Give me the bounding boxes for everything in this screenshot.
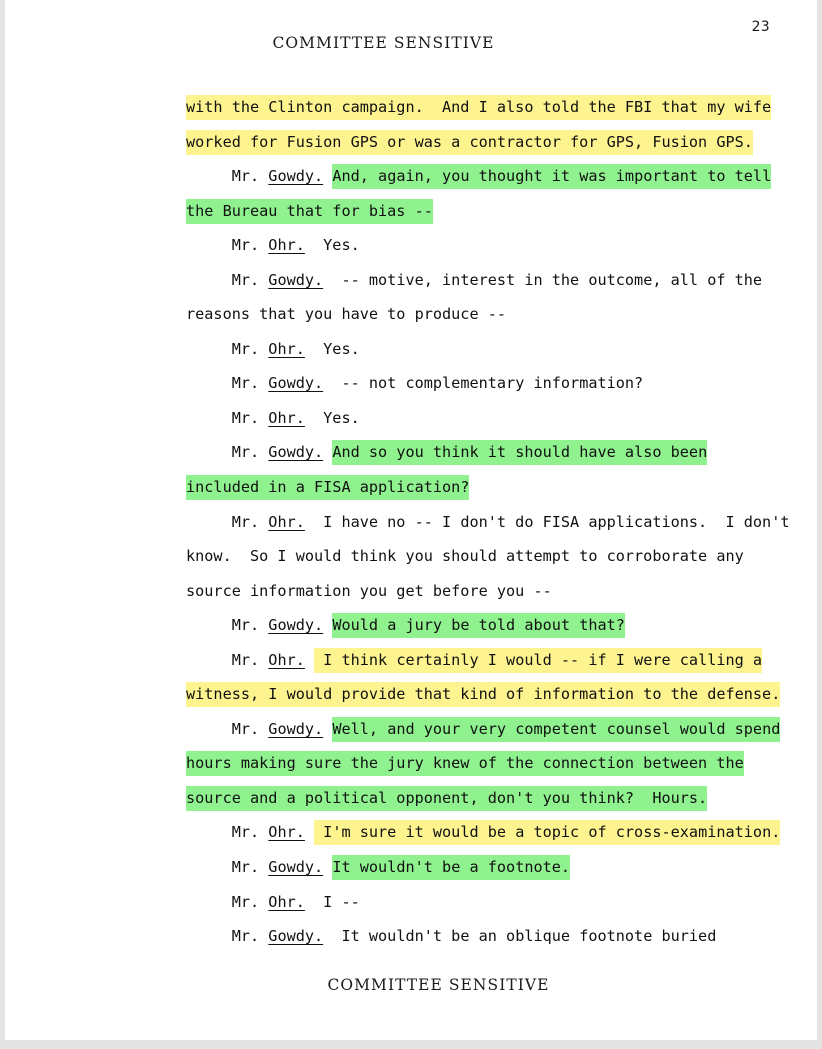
highlighted-text-green: And, again, you thought it was important to tell bbox=[332, 164, 771, 189]
highlighted-text-yellow: with the Clinton campaign. And I also told the FBI that my wife bbox=[186, 95, 771, 120]
speaker-name: Gowdy. bbox=[268, 374, 324, 393]
transcript-line bbox=[186, 159, 786, 194]
transcript-text: Mr. bbox=[186, 408, 269, 427]
transcript-text: Yes. bbox=[304, 408, 360, 427]
speaker-name: Ohr. bbox=[268, 408, 305, 427]
speaker-name: Ohr. bbox=[268, 650, 305, 669]
transcript-text bbox=[305, 651, 314, 669]
speaker-name: Ohr. bbox=[268, 892, 305, 911]
transcript-text: Mr. bbox=[186, 270, 269, 289]
highlighted-text-green: hours making sure the jury knew of the connection between the bbox=[186, 751, 744, 776]
transcript-text bbox=[323, 720, 332, 738]
transcript-text: Mr. bbox=[186, 512, 269, 531]
transcript-text: Mr. bbox=[186, 236, 269, 255]
transcript-body bbox=[186, 90, 790, 954]
transcript-text: -- motive, interest in the outcome, all of the bbox=[323, 270, 763, 289]
transcript-line bbox=[186, 574, 786, 609]
highlighted-text-yellow: I think certainly I would -- if I were calling a bbox=[314, 648, 762, 673]
speaker-name: Ohr. bbox=[268, 236, 305, 255]
transcript-line bbox=[186, 505, 790, 540]
transcript-line bbox=[186, 125, 786, 160]
transcript-text: Mr. bbox=[186, 650, 269, 669]
transcript-text: source information you get before you -- bbox=[186, 581, 552, 600]
transcript-line bbox=[186, 781, 786, 816]
highlighted-text-green: the Bureau that for bias -- bbox=[186, 199, 433, 224]
transcript-line bbox=[186, 712, 786, 747]
transcript-text bbox=[323, 616, 332, 634]
highlighted-text-green: It wouldn't be a footnote. bbox=[332, 855, 570, 880]
transcript-text: Mr. bbox=[186, 167, 269, 186]
speaker-name: Gowdy. bbox=[268, 167, 324, 186]
transcript-text: know. So I would think you should attempt to corroborate any bbox=[186, 547, 744, 566]
speaker-name: Gowdy. bbox=[268, 443, 324, 462]
classification-header-stamp: COMMITTEE SENSITIVE bbox=[272, 34, 495, 52]
transcript-text: -- not complementary information? bbox=[323, 374, 644, 393]
speaker-name: Ohr. bbox=[268, 339, 305, 358]
speaker-name: Gowdy. bbox=[268, 927, 324, 946]
transcript-text bbox=[323, 167, 332, 185]
transcript-line bbox=[186, 366, 786, 401]
transcript-line bbox=[186, 401, 786, 436]
transcript-text: I have no -- I don't do FISA applications. I don't bbox=[304, 512, 790, 531]
highlighted-text-green: And so you think it should have also been bbox=[332, 440, 707, 465]
classification-footer-stamp: COMMITTEE SENSITIVE bbox=[327, 976, 550, 994]
speaker-name: Gowdy. bbox=[268, 858, 324, 877]
transcript-line bbox=[186, 435, 786, 470]
transcript-text: Mr. bbox=[186, 858, 269, 877]
transcript-line bbox=[186, 608, 786, 643]
transcript-text: Mr. bbox=[186, 374, 269, 393]
transcript-text: Yes. bbox=[304, 339, 360, 358]
speaker-name: Gowdy. bbox=[268, 719, 324, 738]
transcript-line bbox=[186, 297, 786, 332]
transcript-text: I -- bbox=[304, 892, 360, 911]
speaker-name: Ohr. bbox=[268, 823, 305, 842]
transcript-line bbox=[186, 332, 786, 367]
transcript-line bbox=[186, 815, 786, 850]
transcript-text: Mr. bbox=[186, 892, 269, 911]
highlighted-text-green: source and a political opponent, don't you think? Hours. bbox=[186, 786, 707, 811]
transcript-text: Mr. bbox=[186, 927, 269, 946]
transcript-line bbox=[186, 263, 786, 298]
transcript-line bbox=[186, 885, 786, 920]
transcript-line bbox=[186, 470, 786, 505]
transcript-text: Mr. bbox=[186, 339, 269, 358]
transcript-text: Mr. bbox=[186, 616, 269, 635]
transcript-text: Mr. bbox=[186, 823, 269, 842]
highlighted-text-yellow: worked for Fusion GPS or was a contractor for GPS, Fusion GPS. bbox=[186, 130, 753, 155]
transcript-line bbox=[186, 746, 786, 781]
transcript-line bbox=[186, 850, 786, 885]
transcript-line bbox=[186, 194, 786, 229]
transcript-line bbox=[186, 919, 786, 954]
highlighted-text-yellow: witness, I would provide that kind of information to the defense. bbox=[186, 682, 780, 707]
highlighted-text-green: included in a FISA application? bbox=[186, 475, 469, 500]
speaker-name: Ohr. bbox=[268, 512, 305, 531]
transcript-text bbox=[323, 443, 332, 461]
transcript-text: It wouldn't be an oblique footnote buried bbox=[323, 927, 717, 946]
page-number: 23 bbox=[751, 19, 770, 35]
highlighted-text-green: Would a jury be told about that? bbox=[332, 613, 625, 638]
speaker-name: Gowdy. bbox=[268, 616, 324, 635]
transcript-line bbox=[186, 539, 786, 574]
transcript-line bbox=[186, 677, 786, 712]
transcript-text bbox=[323, 858, 332, 876]
transcript-text: Yes. bbox=[304, 236, 360, 255]
speaker-name: Gowdy. bbox=[268, 270, 324, 289]
transcript-text: Mr. bbox=[186, 443, 269, 462]
transcript-line bbox=[186, 643, 786, 678]
transcript-line bbox=[186, 90, 786, 125]
transcript-text: Mr. bbox=[186, 719, 269, 738]
transcript-text bbox=[305, 823, 314, 841]
document-page bbox=[5, 0, 817, 1040]
transcript-line bbox=[186, 228, 786, 263]
highlighted-text-yellow: I'm sure it would be a topic of cross-examination. bbox=[314, 820, 780, 845]
highlighted-text-green: Well, and your very competent counsel would spend bbox=[332, 717, 780, 742]
transcript-text: reasons that you have to produce -- bbox=[186, 305, 507, 324]
